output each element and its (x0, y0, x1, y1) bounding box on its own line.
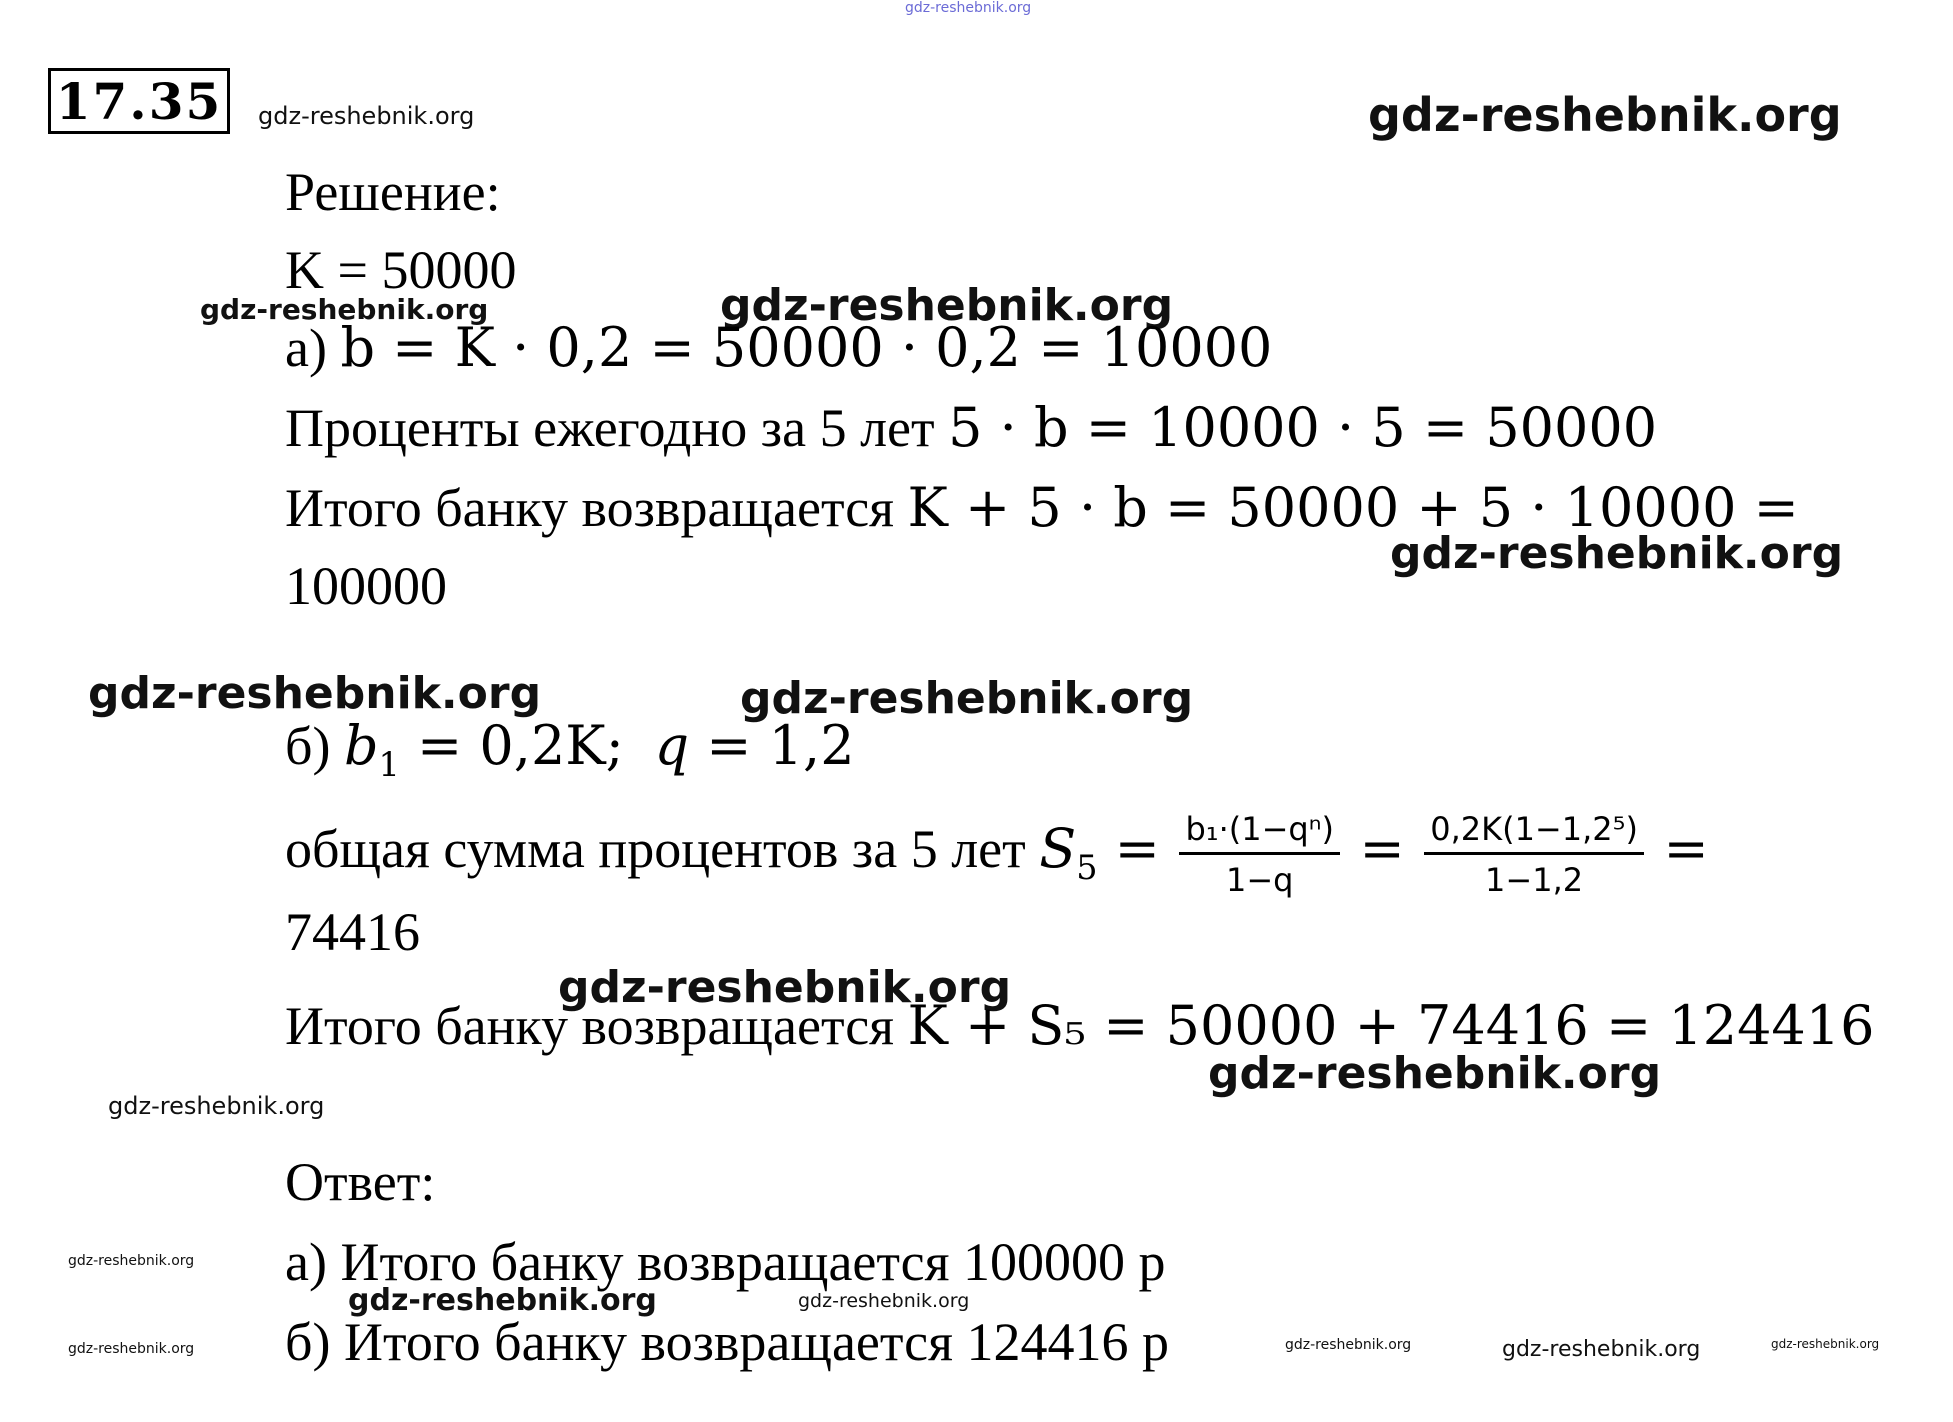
part-a-total-text: Итого банку возвращается (285, 478, 895, 538)
watermark: gdz-reshebnik.org (798, 1290, 970, 1312)
part-a-interest-formula: 5 · b = 10000 · 5 = 50000 (948, 396, 1658, 459)
given-formula (285, 240, 516, 300)
fraction-general-numerator: b₁·(1−qⁿ) (1179, 810, 1340, 855)
part-a-total-value: 100000 (285, 556, 447, 616)
watermark: gdz-reshebnik.org (68, 1253, 195, 1269)
given-text: K = 50000 (285, 240, 517, 300)
part-a-total-line (285, 478, 1799, 538)
part-b-sum-text: общая сумма процентов за 5 лет (285, 818, 1026, 879)
answer-b: б) Итого банку возвращается 124416 р (285, 1312, 1169, 1372)
part-b-total-line (285, 996, 1875, 1056)
watermark: gdz-reshebnik.org (720, 280, 1174, 331)
watermark: gdz-reshebnik.org (200, 293, 489, 326)
part-a-prefix: а) (285, 318, 327, 378)
watermark: gdz-reshebnik.org (740, 673, 1194, 724)
fraction-substituted-numerator: 0,2K(1−1,2⁵) (1424, 810, 1644, 855)
fraction-general (1179, 810, 1340, 899)
watermark: gdz-reshebnik.org (68, 1341, 195, 1357)
watermark: gdz-reshebnik.org (1390, 528, 1844, 579)
watermark: gdz-reshebnik.org (1368, 88, 1842, 142)
watermark: gdz-reshebnik.org (258, 102, 475, 130)
watermark-top: gdz-reshebnik.org (905, 0, 1032, 16)
watermark: gdz-reshebnik.org (558, 962, 1012, 1013)
part-a-interest-text: Проценты ежегодно за 5 лет (285, 398, 935, 458)
part-a-interest-line (285, 398, 1657, 458)
part-b-given-line: б) $b_1 = 0,2K$; q = 1,2 (285, 714, 855, 784)
fraction-substituted (1424, 810, 1644, 899)
part-b-prefix: б) (285, 716, 331, 776)
part-a-formula: b = K · 0,2 = 50000 · 0,2 = 10000 (340, 316, 1273, 379)
watermark: gdz-reshebnik.org (1285, 1337, 1412, 1353)
watermark: gdz-reshebnik.org (1208, 1048, 1662, 1099)
part-b-total-text: Итого банку возвращается (285, 996, 895, 1056)
part-a-total-formula: K + 5 · b = 50000 + 5 · 10000 = (907, 476, 1799, 539)
part-b-q: 1,2 (768, 714, 855, 777)
part-b-sum-line: общая сумма процентов за 5 лет $S_5$ = $\frac{\text{b₁·(1−qⁿ)}}{1-q}$ = $\frac{\text{0,2K(1−1,2⁵)}}{1-1,2}$ = (285, 810, 1709, 899)
watermark: gdz-reshebnik.org (1502, 1337, 1701, 1362)
part-b-total-formula: K + S₅ = 50000 + 74416 = 124416 (907, 994, 1875, 1057)
part-b-sum-value: 74416 (285, 902, 420, 962)
answer-a: а) Итого банку возвращается 100000 р (285, 1232, 1166, 1292)
watermark: gdz-reshebnik.org (1771, 1337, 1880, 1351)
fraction-substituted-denominator: 1−1,2 (1485, 861, 1584, 899)
watermark: gdz-reshebnik.org (108, 1092, 325, 1120)
answer-label: Ответ: (285, 1152, 436, 1212)
fraction-general-denominator: 1−q (1225, 861, 1294, 899)
part-a-formula-line (285, 318, 1272, 378)
part-b-b1: 0,2K; (479, 714, 624, 777)
solution-label: Решение: (285, 162, 501, 222)
problem-number: 17.35 (48, 68, 230, 134)
watermark: gdz-reshebnik.org (88, 668, 542, 719)
watermark: gdz-reshebnik.org (348, 1283, 657, 1318)
